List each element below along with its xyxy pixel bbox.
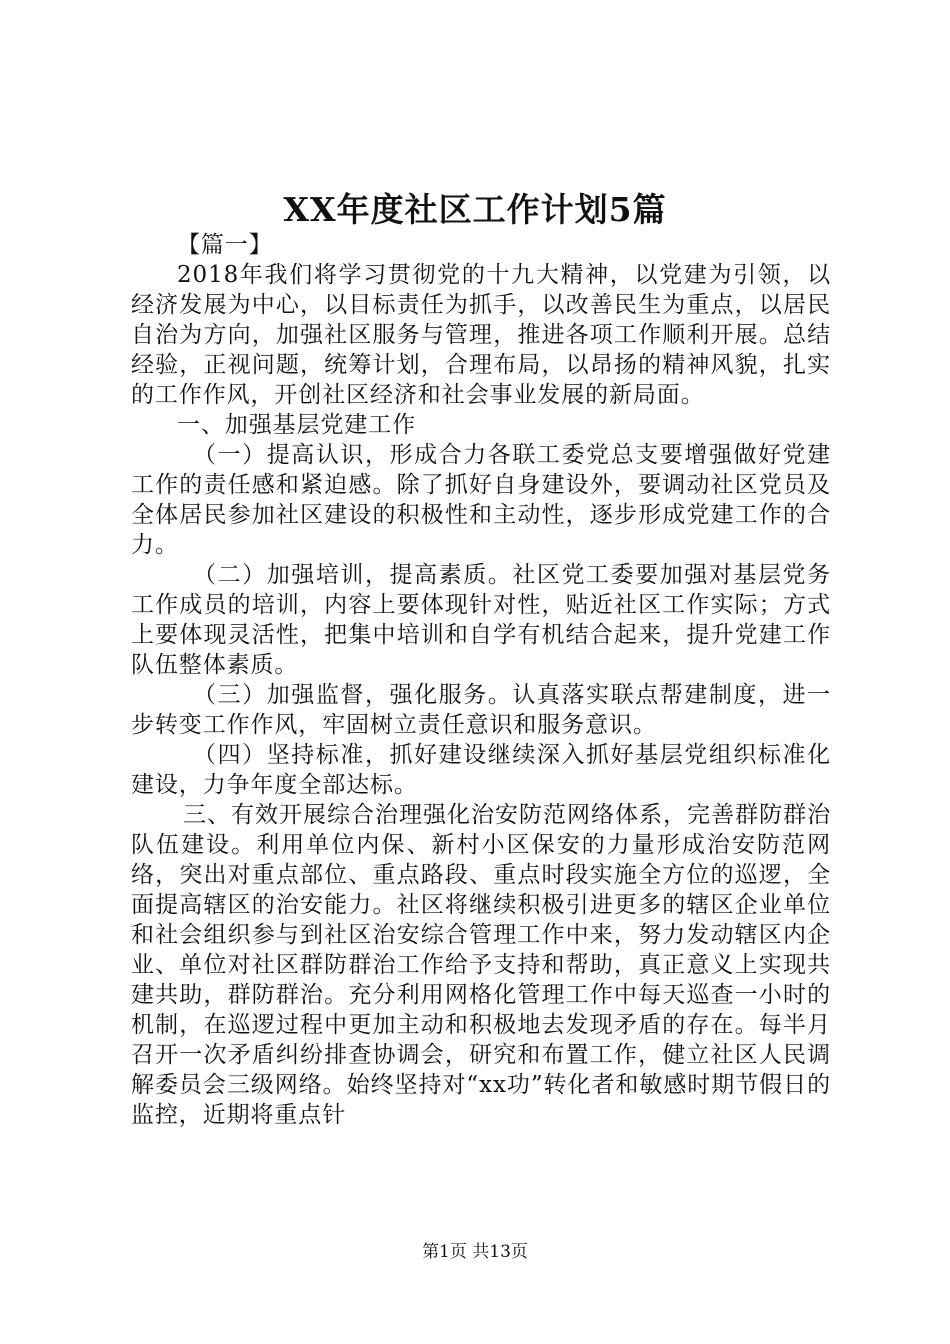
section-3-paragraph: 三、有效开展综合治理强化治安防范网络体系，完善群防群治队伍建设。利用单位内保、新村小区保安的力量形成治安防范网络，突出对重点部位、重点路段、重点时段实施全方位的巡逻，全面提高辖区的治安能力。社区将继续积极引进更多的辖区企业单位和社会组织参与到社区治安综合管理工作中来，努力发动辖区内企业、单位对社区群防群治工作给予支持和帮助，真正意义上实现共建共助，群防群治。充分利用网格化管理工作中每天巡查一小时的机制，在巡逻过程中更加主动和积极地去发现矛盾的存在。每半月召开一次矛盾纠纷排查协调会，研究和布置工作，健立社区人民调解委员会三级网络。始终坚持对“xx功”转化者和敏感时期节假日的监控，近期将重点针 <box>131 802 831 1128</box>
intro-paragraph: 2018年我们将学习贯彻党的十九大精神，以党建为引领，以经济发展为中心，以目标责任为抓手，以改善民生为重点，以居民自治为方向，加强社区服务与管理，推进各项工作顺利开展。总结经验，正视问题，统筹计划，合理布局，以昂扬的精神风貌，扎实的工作作风，开创社区经济和社会事业发展的新局面。 <box>131 262 831 408</box>
section-label: 【篇一】 <box>177 232 273 258</box>
item-2-paragraph: （二）加强培训，提高素质。社区党工委要加强对基层党务工作成员的培训，内容上要体现针对性，贴近社区工作实际；方式上要体现灵活性，把集中培训和自学有机结合起来，提升党建工作队伍整体素质。 <box>131 562 831 678</box>
document-body <box>131 230 831 1130</box>
page-footer: 第1页 共13页 <box>422 1242 528 1262</box>
item-3-paragraph: （三）加强监督，强化服务。认真落实联点帮建制度，进一步转变工作作风，牢固树立责任意识和服务意识。 <box>131 682 831 738</box>
item-4-paragraph: （四）坚持标准，抓好建设继续深入抓好基层党组织标准化建设，力争年度全部达标。 <box>131 742 831 798</box>
document-title: XX年度社区工作计划5篇 <box>283 190 667 229</box>
heading-party-building: 一、加强基层党建工作 <box>177 412 416 438</box>
item-1-paragraph: （一）提高认识，形成合力各联工委党总支要增强做好党建工作的责任感和紧迫感。除了抓好自身建设外，要调动社区党员及全体居民参加社区建设的积极性和主动性，逐步形成党建工作的合力。 <box>131 442 831 558</box>
